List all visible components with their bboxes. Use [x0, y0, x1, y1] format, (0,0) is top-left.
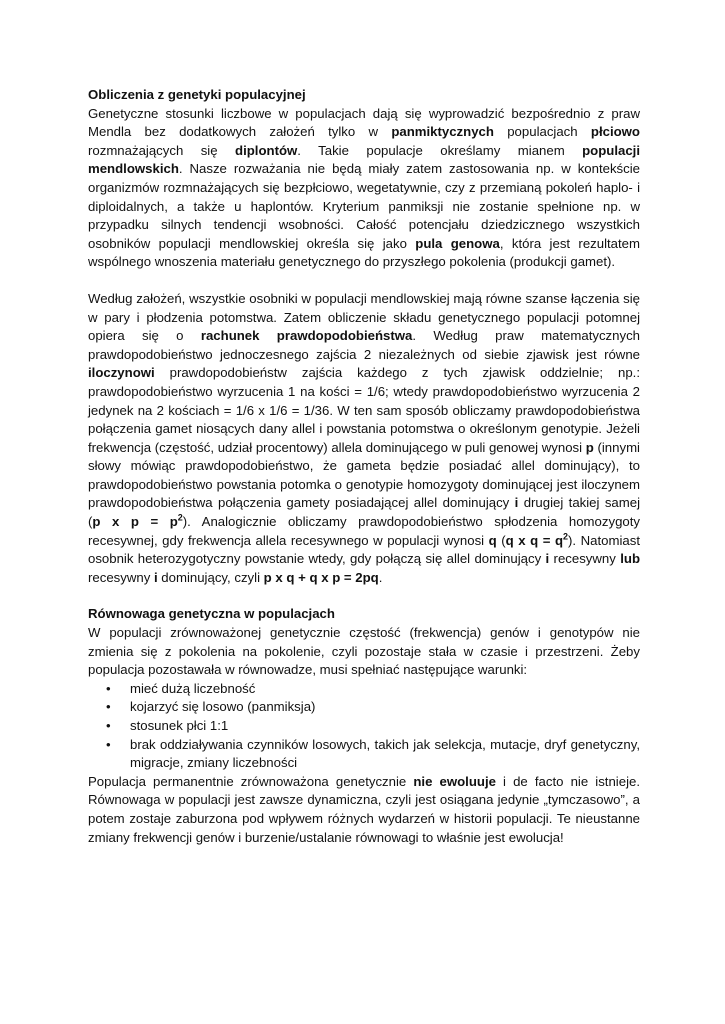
document-page [88, 86, 640, 847]
bold-text: rachunek prawdopodobieństwa [200, 328, 413, 344]
paragraph-2 [88, 290, 640, 588]
text-run: ). Analogicznie obliczamy prawdopodobieństwo spłodzenia homozygoty recesywnej, gdy frekwencja allela recesywnego w populacji wynosi [88, 514, 640, 548]
bold-text: iloczynowi [88, 365, 155, 381]
text-run: recesywny [88, 569, 154, 585]
text-run: Według założeń, wszystkie osobniki w populacji mendlowskiej mają równe szanse łączenia się w pary i płodzenia potomstwa. Zatem obliczenie składu genetycznego populacji potomnej opiera się o [88, 290, 640, 344]
bold-text: nie ewoluuje [413, 773, 496, 789]
conditions-list [88, 680, 640, 773]
section-title-2: Równowaga genetyczna w populacjach [88, 606, 335, 622]
list-item: • brak oddziaływania czynników losowych, takich jak selekcja, mutacje, dryf genetyczny, migracje, zmiany liczebności [130, 736, 640, 773]
text-run: (innymi słowy mówiąc prawdopodobieństwo, że gameta będzie posiadać allel dominujący), to prawdopodobieństwo powstania potomka o genotypie homozygoty dominującej jest iloczynem prawdopodobieństwa połączenia gamety posiadającej allel dominujący [88, 439, 640, 511]
bold-text: p [585, 439, 594, 455]
bold-text: płciowo [590, 124, 640, 140]
bold-text: 2 [177, 512, 183, 523]
paragraph-3: W populacji zrównoważonej genetycznie częstość (frekwencja) genów i genotypów nie zmienia się z pokolenia na pokolenie, czyli pozostaje stała w czasie i przestrzeni. Żeby populacja pozostawała w równowadze, musi spełniać następujące warunki: [88, 625, 640, 678]
text-run: rozmnażających się [88, 142, 236, 158]
bold-text: populacji mendlowskich [88, 142, 641, 177]
text-run: recesywny [549, 551, 621, 567]
list-item: • mieć dużą liczebność [130, 680, 640, 699]
text-run: populacjach [493, 124, 591, 140]
bold-text: lub [620, 551, 640, 567]
bold-text: i [153, 569, 158, 585]
text-run: . [378, 569, 383, 585]
bold-text: q x q = q [505, 532, 564, 548]
bold-text: panmiktycznych [391, 124, 494, 140]
text-run: i de facto nie istnieje. Równowaga w populacji jest zawsze dynamiczna, czyli jest osiągana jedynie „tymczasowo”, a potem zostaje zaburzona pod wpływem różnych wydarzeń w historii populacji. Te nieustanne zmiany frekwencji genów i burzenie/ustalanie równowagi to właśnie jest ewolucja! [88, 773, 640, 845]
bold-text: q [488, 532, 497, 548]
section-title-1: Obliczenia z genetyki populacyjnej [88, 87, 306, 102]
bold-text: i [514, 495, 519, 511]
bold-text: p x p = p [92, 514, 178, 530]
list-item: • kojarzyć się losowo (panmiksja) [130, 698, 640, 717]
text-run: . Takie populacje określamy mianem [297, 142, 583, 158]
text-run: . Według praw matematycznych prawdopodobieństwo jednoczesnego zajścia 2 niezależnych od siebie zjawisk jest równe [88, 328, 641, 362]
list-item: • stosunek płci 1:1 [130, 717, 640, 736]
text-run: dominujący, czyli [157, 569, 264, 585]
text-run: Genetyczne stosunki liczbowe w populacjach dają się wyprowadzić bezpośrednio z praw Mendla bez dodatkowych założeń tylko w [88, 105, 640, 140]
bold-text: 2 [563, 531, 569, 542]
text-run: drugiej takiej samej ( [88, 495, 640, 530]
text-run: , która jest rezultatem wspólnego wnoszenia materiału genetycznego do przyszłego pokolenia (produkcji gamet). [88, 235, 640, 270]
paragraph-4 [88, 773, 640, 847]
bold-text: pula genowa [415, 235, 500, 251]
text-run: prawdopodobieństw zajścia każdego z tych zjawisk oddzielnie; np.: prawdopodobieństwo wyrzucenia 1 na kości = 1/6; wtedy prawdopodobieństwo wyrzucenia 2 jedynek na 2 kościach = 1/6 x 1/6 = 1/36. W ten sam sposób obliczamy prawdopodobieństwa połączenia gamet niosących dany allel i powstania potomstwa o określonym genotypie. Jeżeli frekwencja (częstość, udział procentowy) allela dominującego w puli genowej wynosi [88, 365, 640, 455]
bold-text: i [545, 551, 550, 567]
bold-text: p x q + q x p = 2pq [263, 569, 379, 585]
text-run: ( [496, 532, 506, 548]
text-run: . Nasze rozważania nie będą miały zatem zastosowania np. w kontekście organizmów rozmnażających się bezpłciowo, wegetatywnie, czy z przemianą pokoleń haplo- i diploidalnych, a także u haplontów. Kryterium panmiksji nie zostanie spełnione np. w przypadku silnych tendencji wsobności. Całość potencjału dziedzicznego wszystkich osobników populacji mendlowskiej określa się jako [88, 161, 640, 251]
paragraph-1 [88, 105, 640, 272]
text-run: ). Natomiast osobnik heterozygotyczny powstanie wtedy, gdy połączą się allel dominujący [88, 532, 640, 567]
text-run: Populacja permanentnie zrównoważona genetycznie [88, 773, 414, 789]
bold-text: diplontów [235, 142, 298, 158]
